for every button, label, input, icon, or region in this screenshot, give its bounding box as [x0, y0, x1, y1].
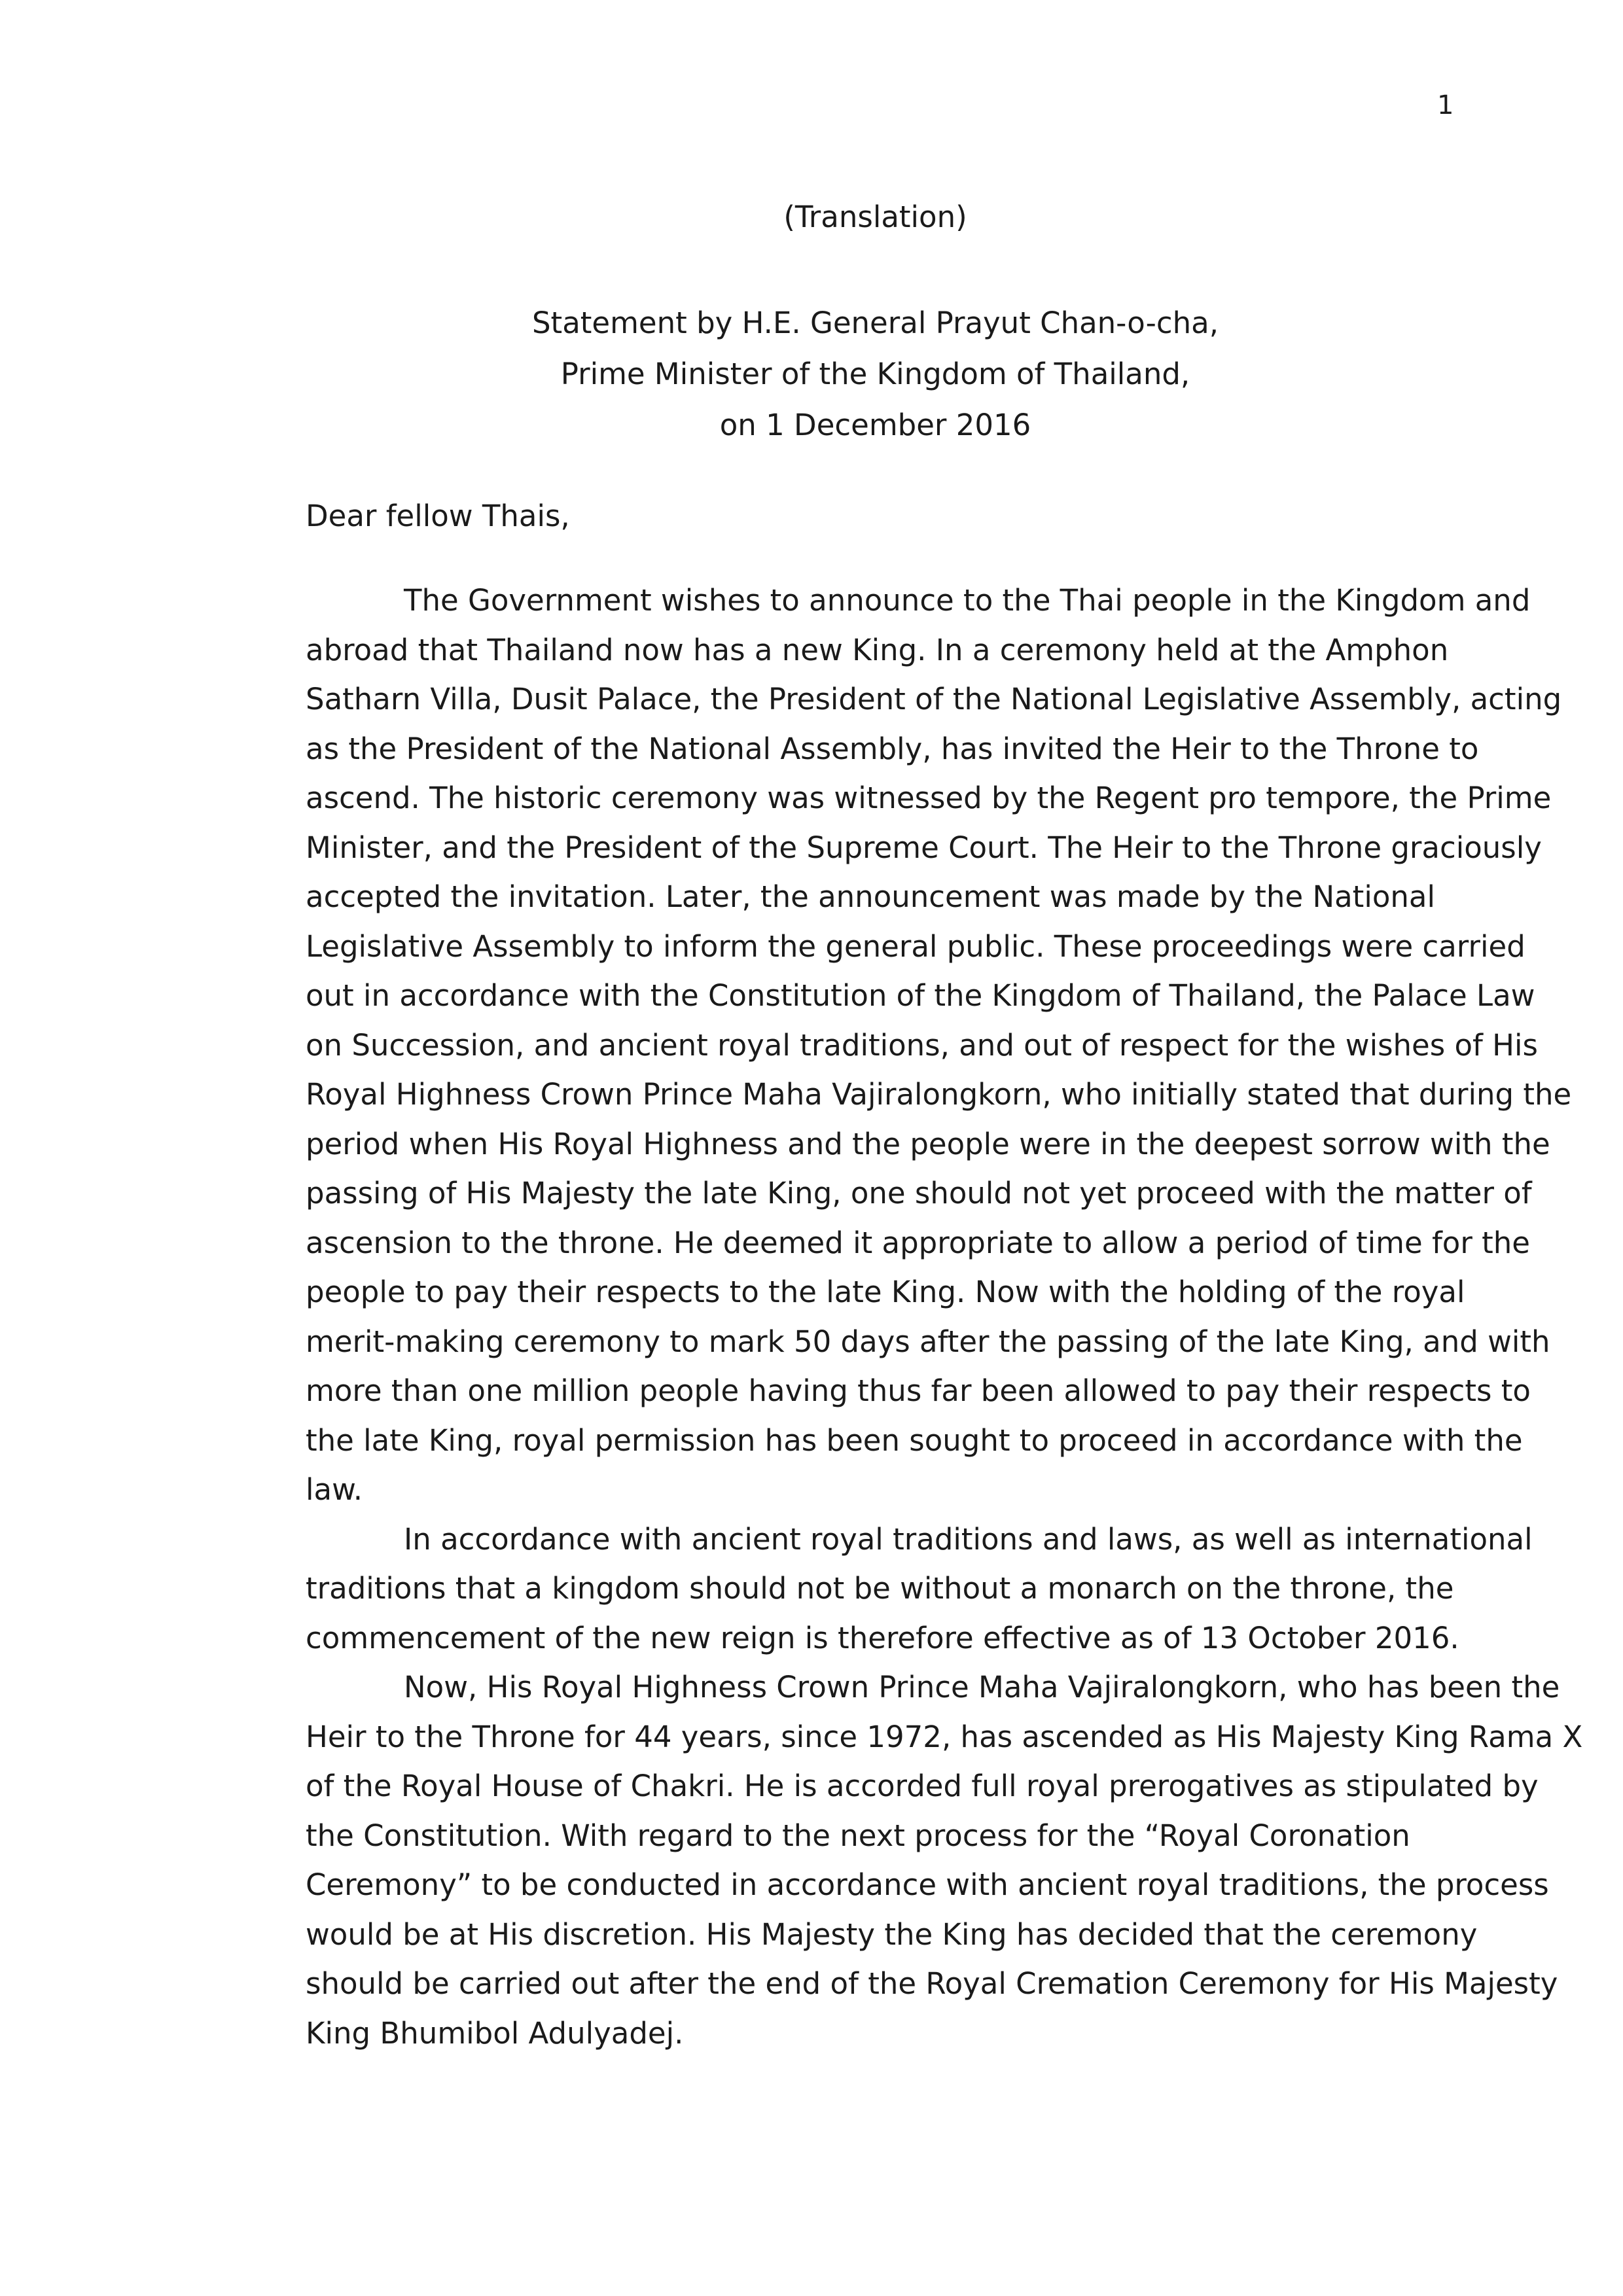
paragraph-line: Ceremony” to be conducted in accordance with ancient royal traditions, the process: [306, 1867, 1549, 1902]
translation-note: (Translation): [783, 200, 967, 234]
paragraph-line: passing of His Majesty the late King, one should not yet proceed with the matter of: [306, 1176, 1532, 1210]
paragraph-line: abroad that Thailand now has a new King. In a ceremony held at the Amphon: [306, 632, 1449, 667]
paragraph-line: as the President of the National Assembly, has invited the Heir to the Throne to: [306, 731, 1479, 766]
salutation: Dear fellow Thais,: [306, 499, 570, 533]
paragraph-line: traditions that a kingdom should not be without a monarch on the throne, the: [306, 1571, 1454, 1606]
paragraph-line: more than one million people having thus far been allowed to pay their respects to: [306, 1373, 1531, 1408]
paragraph-line: commencement of the new reign is therefore effective as of 13 October 2016.: [306, 1620, 1459, 1655]
title-line-speaker: Statement by H.E. General Prayut Chan-o-cha,: [531, 306, 1219, 340]
paragraph-line: people to pay their respects to the late King. Now with the holding of the royal: [306, 1275, 1465, 1309]
paragraph-line: the Constitution. With regard to the next process for the “Royal Coronation: [306, 1818, 1410, 1853]
paragraph-line: of the Royal House of Chakri. He is accorded full royal prerogatives as stipulated by: [306, 1769, 1539, 1803]
paragraph-line: law.: [306, 1472, 363, 1507]
paragraph-line: merit-making ceremony to mark 50 days after the passing of the late King, and with: [306, 1324, 1550, 1359]
paragraph-line: Minister, and the President of the Supreme Court. The Heir to the Throne graciously: [306, 830, 1542, 865]
paragraph-line: period when His Royal Highness and the people were in the deepest sorrow with the: [306, 1126, 1550, 1161]
statement-body: [306, 576, 1583, 2058]
title-line-date: on 1 December 2016: [719, 408, 1031, 442]
paragraph-line: Now, His Royal Highness Crown Prince Maha Vajiralongkorn, who has been the: [404, 1670, 1560, 1704]
paragraph-line: would be at His discretion. His Majesty the King has decided that the ceremony: [306, 1916, 1478, 1952]
title-line-office: Prime Minister of the Kingdom of Thailand,: [560, 357, 1190, 391]
paragraph-coronation: [306, 1663, 1583, 2058]
paragraph-reign-commencement: [306, 1515, 1533, 1663]
paragraph-line: out in accordance with the Constitution of the Kingdom of Thailand, the Palace Law: [306, 978, 1535, 1013]
paragraph-line: Royal Highness Crown Prince Maha Vajiralongkorn, who initially stated that during the: [306, 1077, 1572, 1112]
paragraph-line: accepted the invitation. Later, the announcement was made by the National: [306, 879, 1435, 914]
paragraph-line: ascend. The historic ceremony was witnessed by the Regent pro tempore, the Prime: [306, 781, 1552, 815]
statement-title: [105, 298, 1623, 451]
paragraph-line: The Government wishes to announce to the Thai people in the Kingdom and: [404, 583, 1531, 618]
paragraph-line: ascension to the throne. He deemed it appropriate to allow a period of time for the: [306, 1225, 1530, 1260]
paragraph-line: Satharn Villa, Dusit Palace, the President of the National Legislative Assembly, acting: [306, 682, 1562, 716]
paragraph-line: Heir to the Throne for 44 years, since 1972, has ascended as His Majesty King Rama X: [306, 1719, 1583, 1754]
paragraph-announcement: [306, 576, 1572, 1515]
paragraph-line: King Bhumibol Adulyadej.: [306, 2015, 684, 2051]
paragraph-line: Legislative Assembly to inform the general public. These proceedings were carried: [306, 928, 1525, 964]
paragraph-line: In accordance with ancient royal traditions and laws, as well as international: [404, 1521, 1533, 1557]
page-number: 1: [1437, 90, 1454, 120]
paragraph-line: the late King, royal permission has been sought to proceed in accordance with the: [306, 1422, 1523, 1458]
paragraph-line: should be carried out after the end of the Royal Cremation Ceremony for His Majesty: [306, 1966, 1558, 2001]
paragraph-line: on Succession, and ancient royal traditions, and out of respect for the wishes of His: [306, 1027, 1538, 1063]
